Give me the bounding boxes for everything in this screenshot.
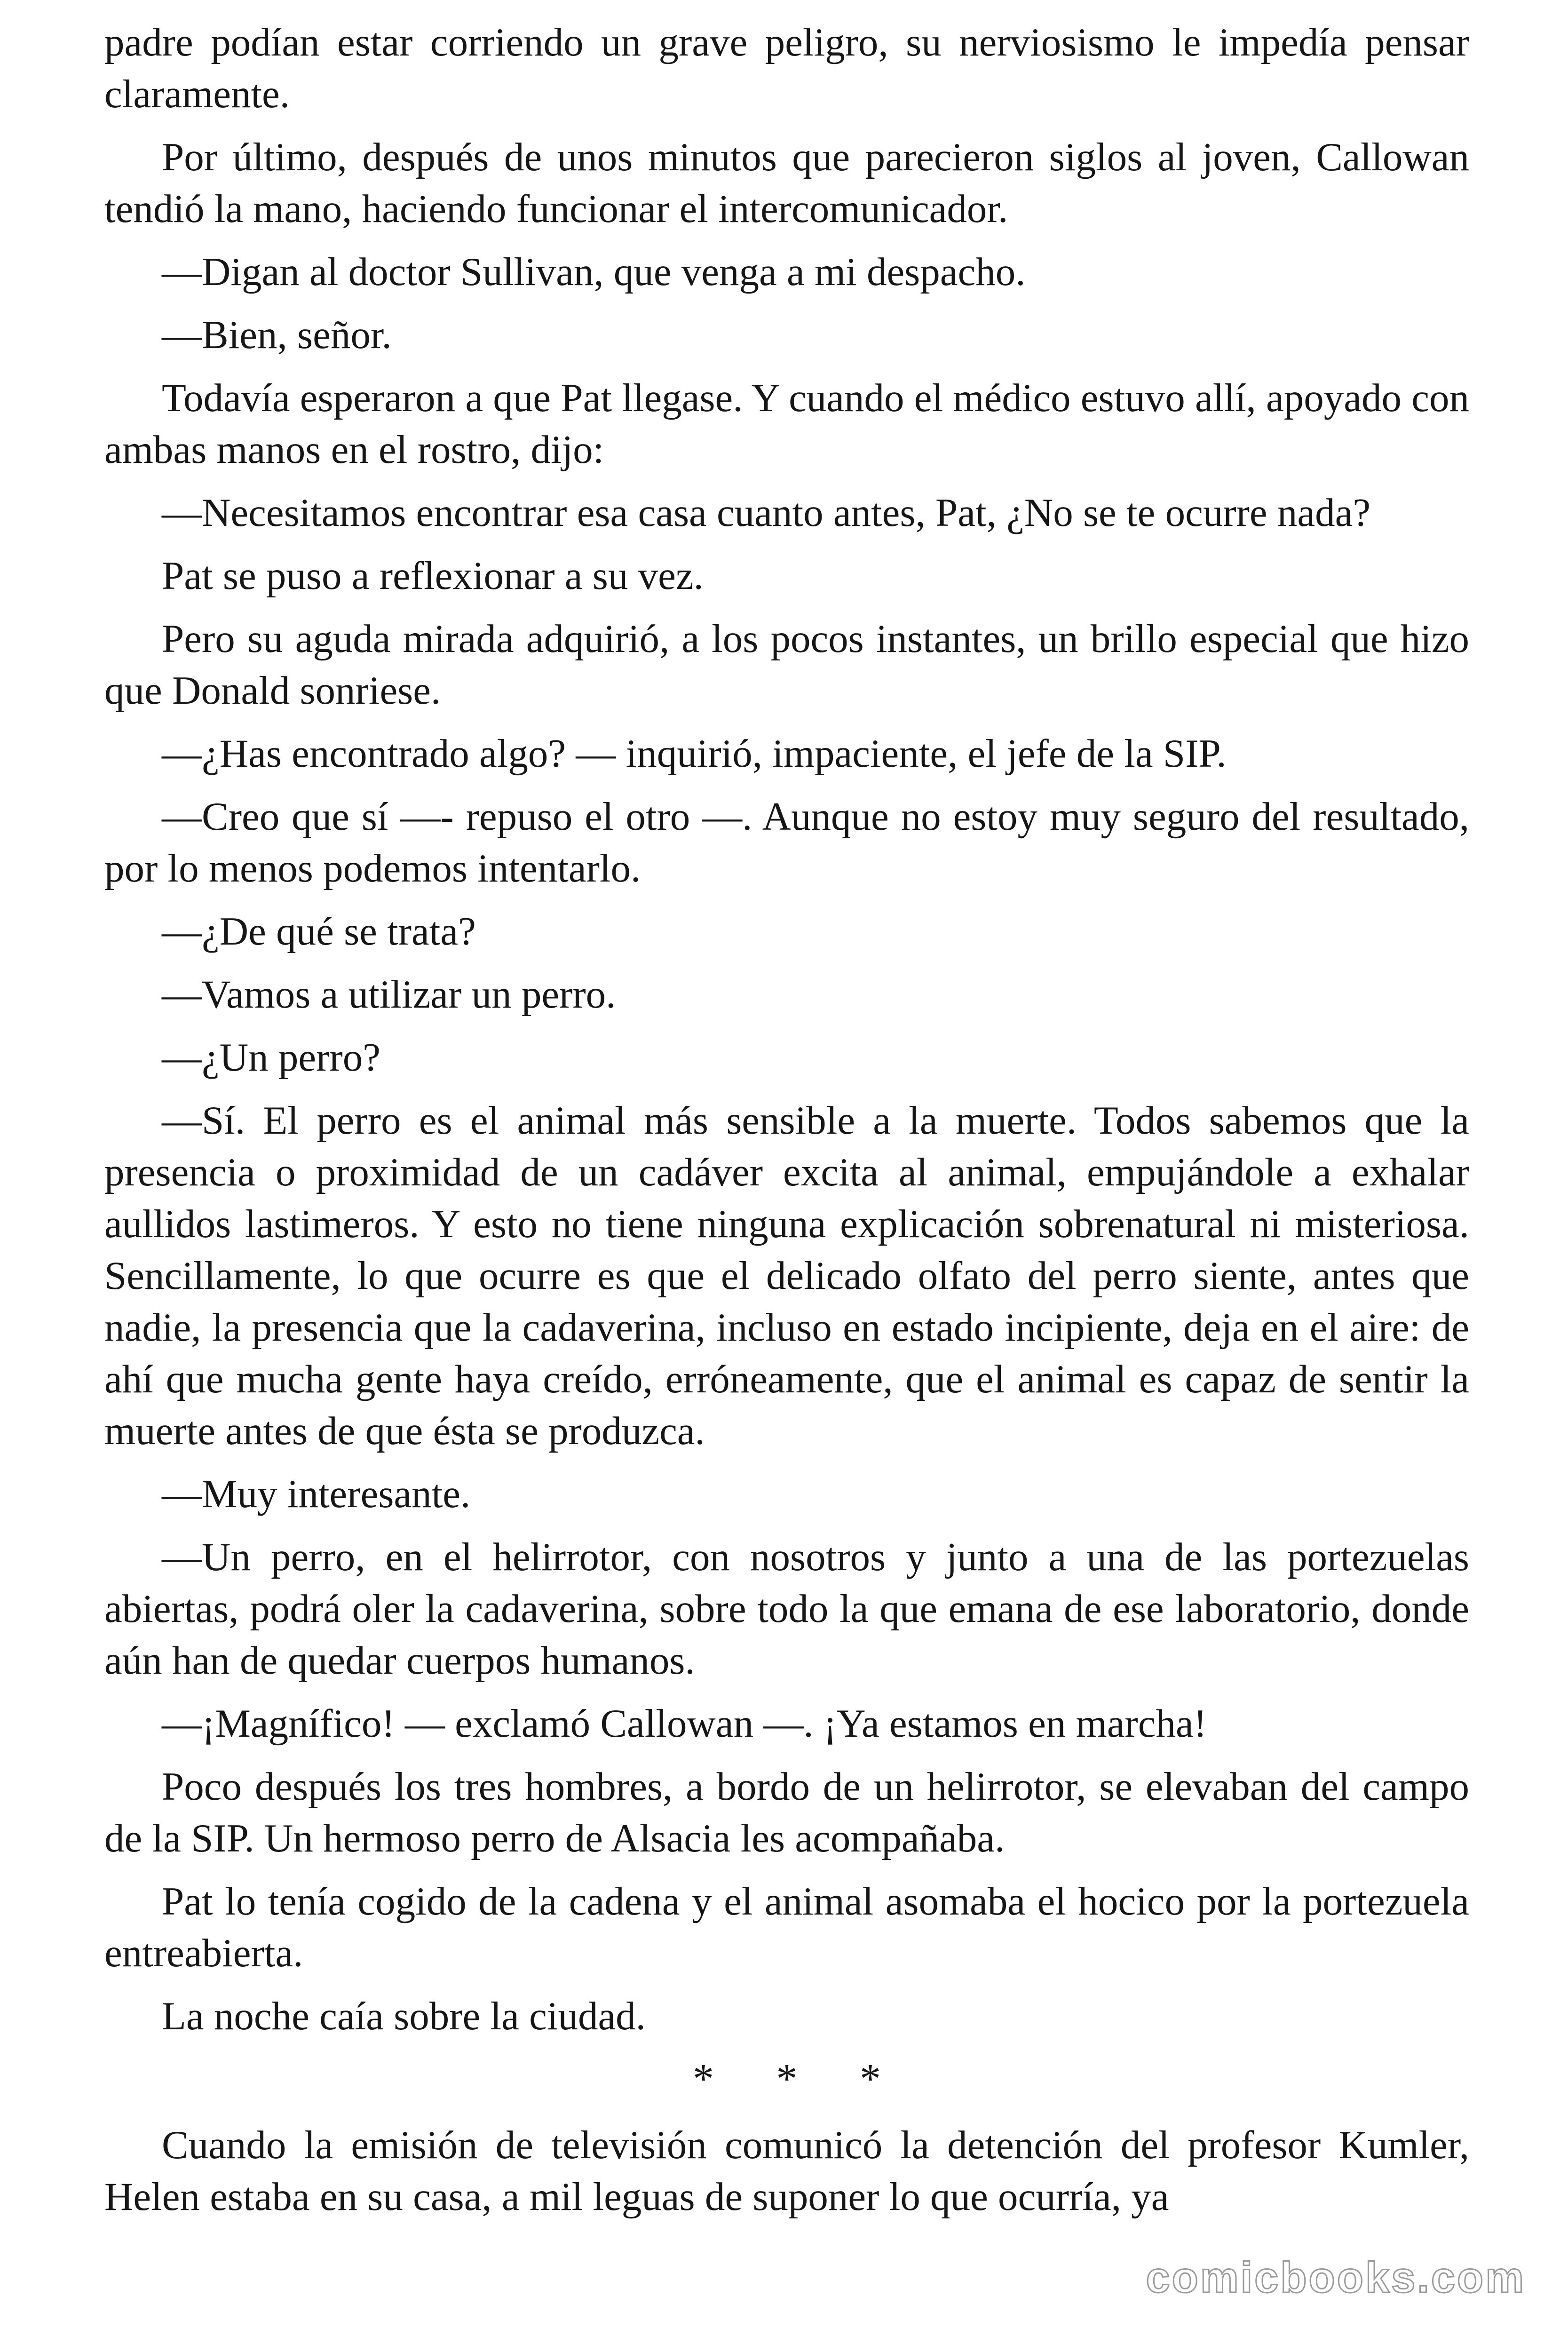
final-paragraph: Cuando la emisión de televisión comunicó la detención del profesor Kumler, Helen estaba en su casa, a mil leguas de suponer lo que ocurría, ya <box>104 2123 1469 2219</box>
paragraph: Pero su aguda mirada adquirió, a los pocos instantes, un brillo especial que hizo que Donald sonriese. <box>104 617 1469 713</box>
document-page <box>104 16 1469 2234</box>
paragraph: —Necesitamos encontrar esa casa cuanto antes, Pat, ¿No se te ocurre nada? <box>162 491 1371 535</box>
paragraph: —Sí. El perro es el animal más sensible a la muerte. Todos sabemos que la presencia o proximidad de un cadáver excita al animal, empujándole a exhalar aullidos lastimeros. Y esto no tiene ninguna explicación sobrenatural ni misteriosa. Sencillamente, lo que ocurre es que el delicado olfato del perro siente, antes que nadie, la presencia que la cadaverina, incluso en estado incipiente, deja en el aire: de ahí que mucha gente haya creído, erróneamente, que el animal es capaz de sentir la muerte antes de que ésta se produzca. <box>104 1098 1469 1453</box>
paragraph: —Bien, señor. <box>162 313 392 357</box>
separator-asterisk: * <box>776 2056 798 2102</box>
separator-asterisk: * <box>860 2056 881 2102</box>
paragraph: Pat se puso a reflexionar a su vez. <box>162 554 704 598</box>
section-separator <box>104 2053 1469 2105</box>
paragraph: —¿Has encontrado algo? — inquirió, impaciente, el jefe de la SIP. <box>162 731 1227 776</box>
paragraph: Poco después los tres hombres, a bordo de un helirrotor, se elevaban del campo de la SIP. Un hermoso perro de Alsacia les acompañaba. <box>104 1764 1469 1860</box>
paragraph: —Vamos a utilizar un perro. <box>162 972 616 1017</box>
paragraph: —Creo que sí —- repuso el otro —. Aunque no estoy muy seguro del resultado, por lo menos podemos intentarlo. <box>104 795 1469 890</box>
paragraph: La noche caía sobre la ciudad. <box>162 1994 646 2038</box>
paragraph: —Muy interesante. <box>162 1472 471 1516</box>
paragraph: —Digan al doctor Sullivan, que venga a mi despacho. <box>162 250 1026 294</box>
paragraph: Todavía esperaron a que Pat llegase. Y cuando el médico estuvo allí, apoyado con ambas manos en el rostro, dijo: <box>104 376 1469 472</box>
paragraph: —¡Magnífico! — exclamó Callowan —. ¡Ya estamos en marcha! <box>162 1701 1207 1746</box>
paragraph: padre podían estar corriendo un grave peligro, su nerviosismo le impedía pensar claramente. <box>104 20 1469 116</box>
paragraph: —¿Un perro? <box>162 1035 380 1080</box>
watermark-logo: comicbooks.com <box>1146 2254 1526 2302</box>
paragraph: —¿De qué se trata? <box>162 909 476 954</box>
paragraph: Pat lo tenía cogido de la cadena y el animal asomaba el hocico por la portezuela entreabierta. <box>104 1879 1469 1975</box>
separator-asterisk: * <box>693 2056 714 2102</box>
paragraph: —Un perro, en el helirrotor, con nosotros y junto a una de las portezuelas abiertas, podrá oler la cadaverina, sobre todo la que emana de ese laboratorio, donde aún han de quedar cuerpos humanos. <box>104 1535 1469 1683</box>
paragraph: Por último, después de unos minutos que parecieron siglos al joven, Callowan tendió la mano, haciendo funcionar el intercomunicador. <box>104 135 1469 231</box>
